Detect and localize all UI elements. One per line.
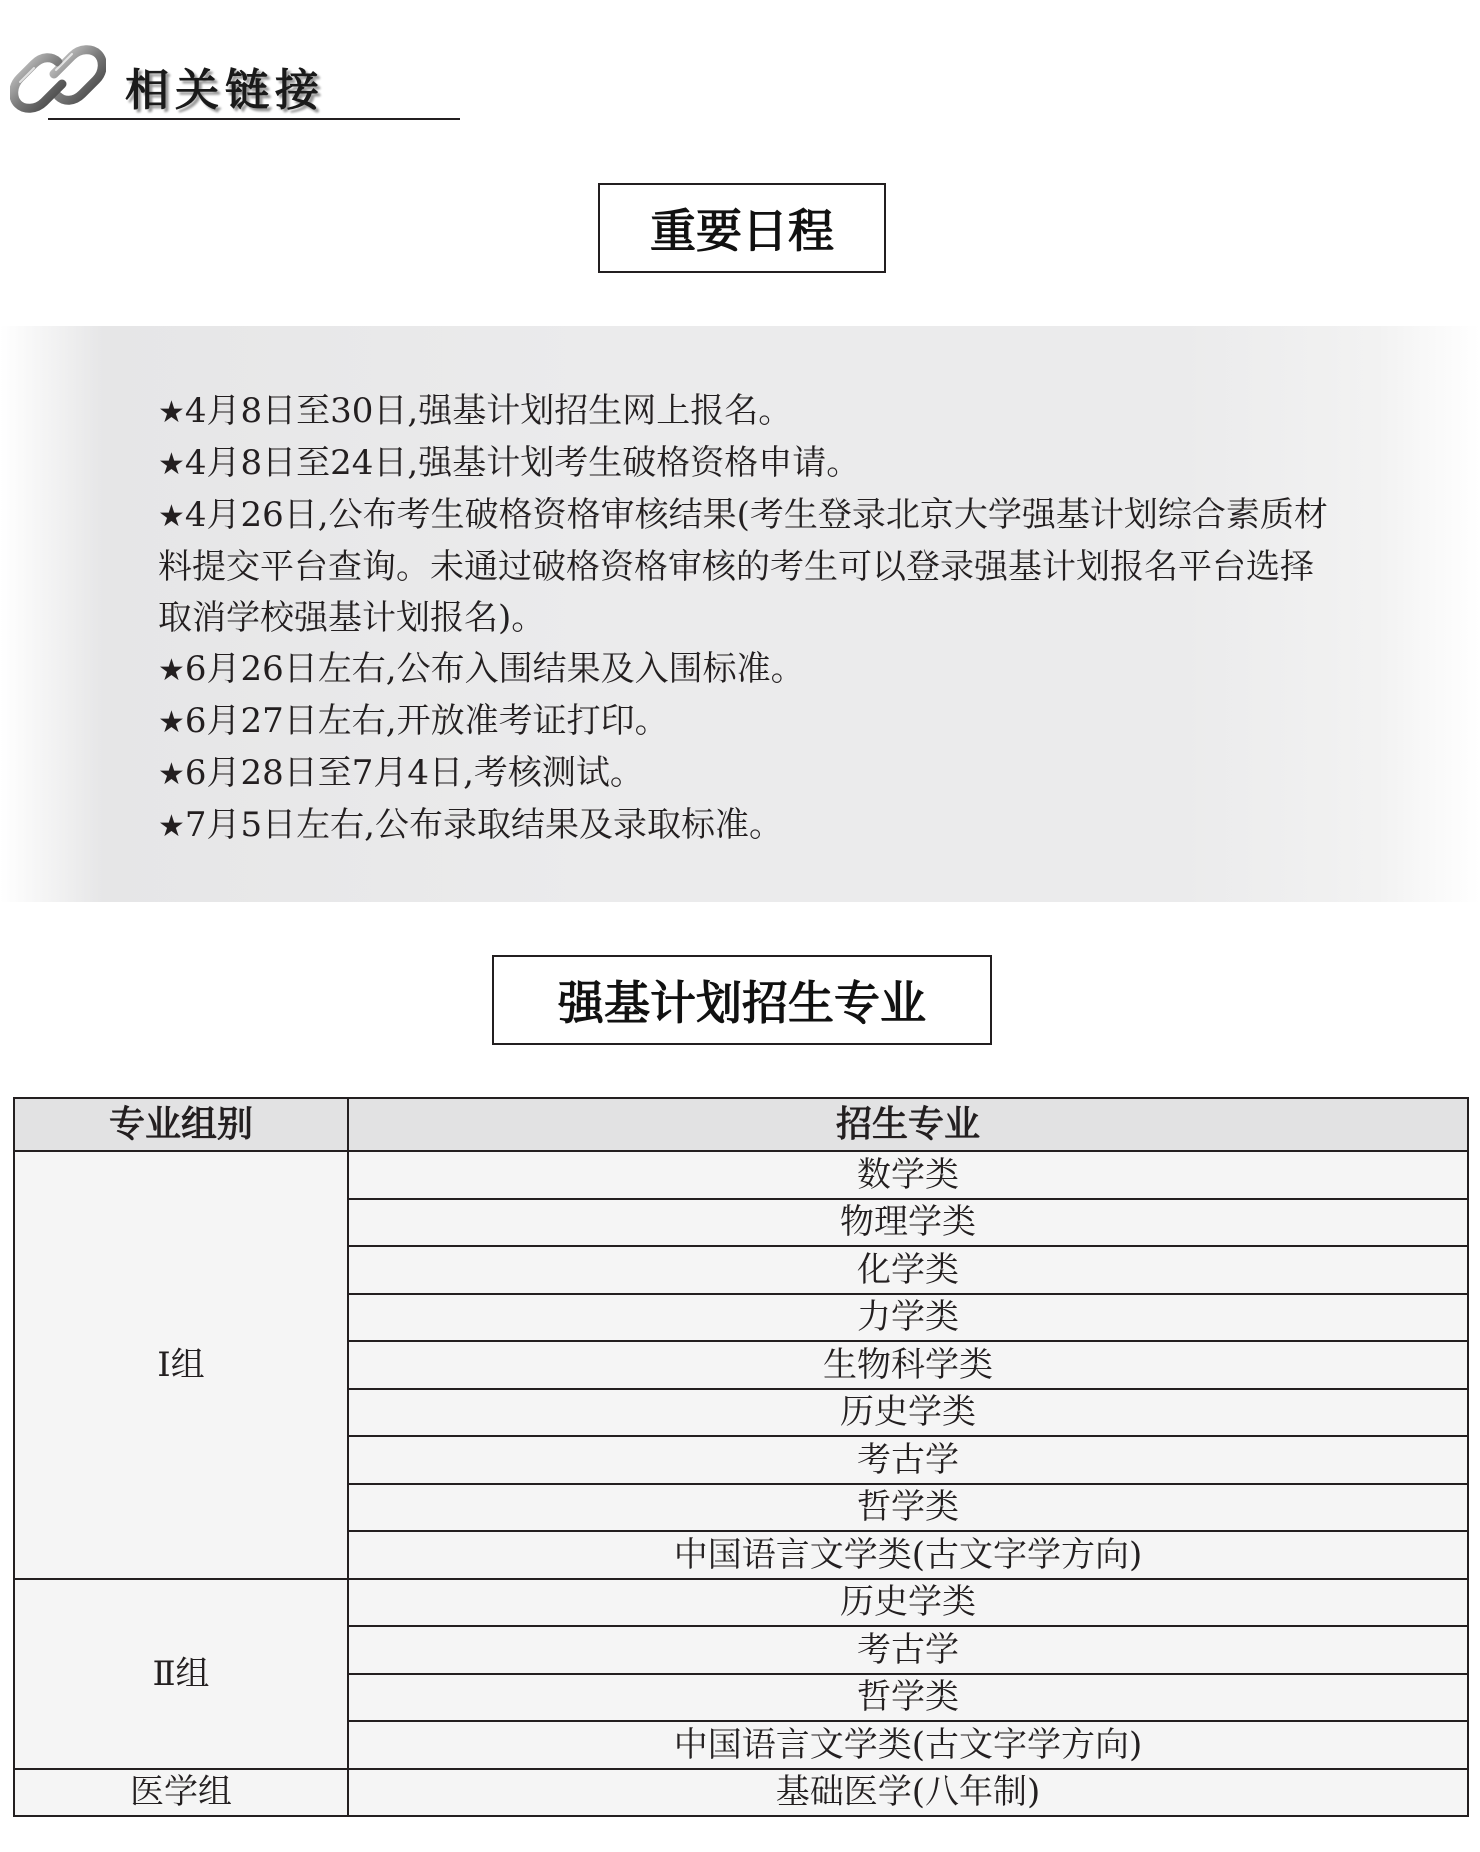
schedule-item: ★4月26日,公布考生破格资格审核结果(考生登录北京大学强基计划综合素质材料提交平台查询。未通过破格资格审核的考生可以登录强基计划报名平台选择取消学校强基计划报名)。 [158,495,1328,638]
major-cell: 数学类 [348,1151,1468,1199]
majors-table [13,1097,1469,1817]
major-cell: 考古学 [348,1626,1468,1674]
related-links-title: 相关链接 [125,65,325,116]
star-icon: ★ [158,757,185,792]
major-cell: 历史学类 [348,1579,1468,1627]
schedule-item: ★6月28日至7月4日,考核测试。 [158,753,644,793]
schedule-item: ★6月27日左右,开放准考证打印。 [158,701,669,741]
header-group: 专业组别 [14,1098,348,1151]
star-icon: ★ [158,653,185,688]
related-links-header [10,28,460,124]
major-cell: 化学类 [348,1246,1468,1294]
star-icon: ★ [158,395,185,430]
table-header-row [14,1098,1468,1151]
schedule-item: ★6月26日左右,公布入围结果及入围标准。 [158,649,805,689]
group-cell: 医学组 [14,1769,348,1817]
majors-title-box [492,955,992,1045]
table-row [14,1579,1468,1627]
header-underline [48,118,460,120]
major-cell: 考古学 [348,1436,1468,1484]
schedule-title-box [598,183,886,273]
schedule-title: 重要日程 [650,204,834,258]
major-cell: 哲学类 [348,1674,1468,1722]
table-row [14,1151,1468,1199]
group-cell: Ⅰ组 [14,1151,348,1579]
major-cell: 基础医学(八年制) [348,1769,1468,1817]
major-cell: 物理学类 [348,1199,1468,1247]
major-cell: 哲学类 [348,1484,1468,1532]
schedule-list [158,386,1338,852]
star-icon: ★ [158,499,185,534]
table-row [14,1769,1468,1817]
major-cell: 力学类 [348,1294,1468,1342]
schedule-item: ★7月5日左右,公布录取结果及录取标准。 [158,805,783,845]
schedule-panel [0,326,1480,902]
chain-link-icon [10,34,106,124]
major-cell: 生物科学类 [348,1341,1468,1389]
major-cell: 中国语言文学类(古文字学方向) [348,1721,1468,1769]
group-cell: Ⅱ组 [14,1579,348,1769]
schedule-item: ★4月8日至30日,强基计划招生网上报名。 [158,391,793,431]
schedule-item: ★4月8日至24日,强基计划考生破格资格申请。 [158,443,861,483]
major-cell: 历史学类 [348,1389,1468,1437]
star-icon: ★ [158,447,185,482]
majors-title: 强基计划招生专业 [558,976,926,1030]
header-major: 招生专业 [348,1098,1468,1151]
star-icon: ★ [158,705,185,740]
major-cell: 中国语言文学类(古文字学方向) [348,1531,1468,1579]
star-icon: ★ [158,809,185,844]
